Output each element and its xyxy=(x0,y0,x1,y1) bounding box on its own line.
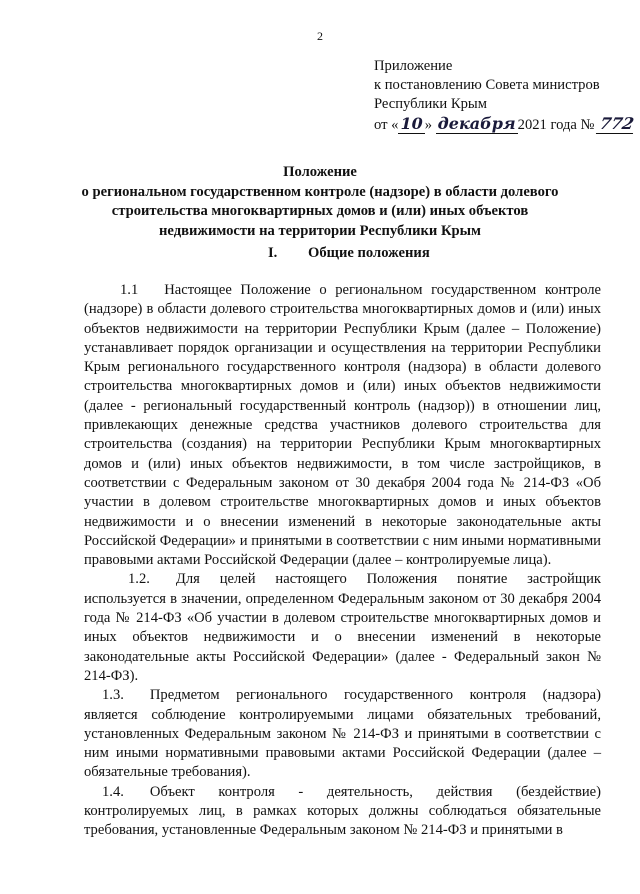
paragraph-text: Для целей настоящего Положения понятие застройщик используется в значении, определенном Федеральным законом от 30 декабря 2004 года № 214-ФЗ «Об участии в долевом строительстве многоквартирных домов и иных объектов недвижимости и о внесении изменений в некоторые законодательные акты Российской Федерации» (далее - Федеральный закон № 214-ФЗ). xyxy=(84,571,601,684)
paragraph-text: Объект контроля - деятельность, действия (бездействие) контролируемых лиц, в рамках которых должны соблюдаться обязательные требования, установленные Федеральным законом № 214-ФЗ и принятыми в xyxy=(84,783,601,839)
paragraph-text: Настоящее Положение о региональном государственном контроле (надзоре) в области долевого строительства многоквартирных домов и (или) иных объектов недвижимости на территории Республики Крым (далее – Положение) устанавливает порядок организации и осуществления на территории Республики Крым регионального государственного контроля (надзора) в области долевого строительства многоквартирных домов и (или) иных объектов недвижимости (далее - региональный государственный контроль (надзор)) в отношении лиц, привлекающих денежные средства участников долевого строительства для строительства (создания) на территории Республики Крым многоквартирных домов и (или) иных объектов недвижимости, в том числе застройщиков, в соответствии с Федеральным законом от 30 декабря 2004 года № 214-ФЗ «Об участии в долевом строительстве многоквартирных домов и иных объектов недвижимости и о внесении изменений в некоторые законодательные акты Российской Федерации» и принятыми в соответствии с ним иными нормативными правовыми актами Российской Федерации (далее – контролируемые лица). xyxy=(84,282,601,569)
handwritten-month: декабря xyxy=(437,114,516,133)
date-year-suffix: 2021 года № xyxy=(517,117,595,133)
paragraph-number: 1.3. xyxy=(102,687,124,704)
paragraph-1-3 xyxy=(84,686,601,782)
appendix-line-2: к постановлению Совета министров xyxy=(374,77,600,93)
section-title: Общие положения xyxy=(308,245,430,261)
title-line-3: строительства многоквартирных домов и (или) иных объектов xyxy=(111,203,529,219)
paragraph-number: 1.4. xyxy=(102,783,124,800)
paragraph-number: 1.1 xyxy=(120,282,139,298)
page-number: 2 xyxy=(317,29,323,43)
date-mid: » xyxy=(424,117,436,133)
document-body xyxy=(84,281,601,841)
appendix-date-line xyxy=(374,114,636,135)
section-number: I. xyxy=(268,245,278,261)
handwritten-number: 772 xyxy=(596,114,638,134)
paragraph-1-4 xyxy=(84,783,601,841)
paragraph-1-2 xyxy=(84,570,601,686)
title-line-1: Положение xyxy=(283,164,357,180)
appendix-line-1: Приложение xyxy=(374,58,453,74)
appendix-header xyxy=(374,57,636,135)
document-title xyxy=(40,163,600,241)
appendix-line-3: Республики Крым xyxy=(374,96,487,112)
title-line-4: недвижимости на территории Республики Крым xyxy=(159,222,481,239)
handwritten-day: 10 xyxy=(400,114,423,133)
paragraph-1-1 xyxy=(84,281,601,570)
paragraph-number: 1.2. xyxy=(128,571,150,588)
title-line-2: о региональном государственном контроле (надзоре) в области долевого xyxy=(81,183,559,200)
paragraph-text: Предметом регионального государственного контроля (надзора) является соблюдение контролируемыми лицами обязательных требований, установленных Федеральным законом № 214-ФЗ и принятыми в соответствии с ним иными нормативными правовыми актами Российской Федерации (далее – обязательные требования). xyxy=(84,687,601,781)
date-prefix: от « xyxy=(374,117,399,133)
